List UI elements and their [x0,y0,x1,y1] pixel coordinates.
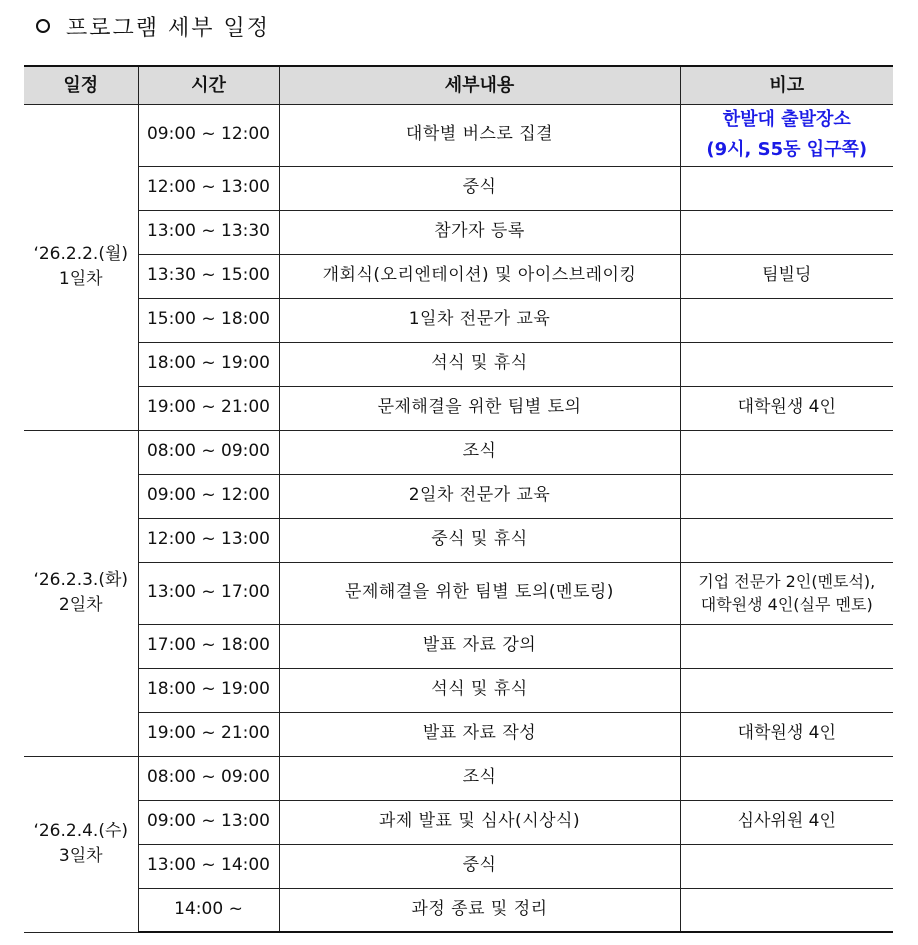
day-label: 2일차 [58,595,103,616]
schedule-row [24,624,893,668]
detail-cell: 중식 [279,844,680,888]
note-cell [680,800,893,844]
detail-cell: 문제해결을 위한 팀별 토의 [279,386,680,430]
header-row [24,66,893,104]
time-cell: 14:00 ~ [138,888,279,932]
schedule-row [24,844,893,888]
time-cell: 15:00 ~ 18:00 [138,298,279,342]
note-cell [680,104,893,166]
time-cell: 13:00 ~ 17:00 [138,562,279,624]
day-cell [24,430,138,756]
time-cell: 19:00 ~ 21:00 [138,712,279,756]
time-cell: 08:00 ~ 09:00 [138,756,279,800]
schedule-row [24,342,893,386]
schedule-row [24,298,893,342]
day-date: ‘26.2.4.(수) [33,820,129,841]
schedule-row [24,430,893,474]
detail-cell: 석식 및 휴식 [279,342,680,386]
note-cell [680,844,893,888]
detail-cell: 석식 및 휴식 [279,668,680,712]
time-cell: 09:00 ~ 12:00 [138,104,279,166]
detail-cell: 발표 자료 강의 [279,624,680,668]
detail-cell: 2일차 전문가 교육 [279,474,680,518]
time-cell: 18:00 ~ 19:00 [138,342,279,386]
note-line: 대학원생 4인(실무 멘토) [700,595,873,615]
note-cell [680,430,893,474]
schedule-row [24,668,893,712]
schedule-row [24,800,893,844]
time-cell: 19:00 ~ 21:00 [138,386,279,430]
time-cell: 17:00 ~ 18:00 [138,624,279,668]
time-cell: 09:00 ~ 13:00 [138,800,279,844]
schedule-row [24,386,893,430]
detail-cell: 과제 발표 및 심사(시상식) [279,800,680,844]
day-date: ‘26.2.2.(월) [33,243,129,264]
detail-cell: 대학별 버스로 집결 [279,104,680,166]
hollow-circle-bullet-icon [36,19,50,33]
time-cell: 13:00 ~ 13:30 [138,210,279,254]
note-cell [680,166,893,210]
schedule-row [24,562,893,624]
day-date: ‘26.2.3.(화) [33,569,129,590]
note-cell [680,298,893,342]
note-cell [680,518,893,562]
schedule-row [24,518,893,562]
section-heading [36,8,270,44]
note-line: 팀빌딩 [762,265,812,286]
note-cell [680,756,893,800]
detail-cell: 과정 종료 및 정리 [279,888,680,932]
detail-cell: 문제해결을 위한 팀별 토의(멘토링) [279,562,680,624]
note-cell [680,474,893,518]
time-cell: 13:00 ~ 14:00 [138,844,279,888]
note-cell [680,342,893,386]
time-cell: 13:30 ~ 15:00 [138,254,279,298]
day-cell [24,104,138,430]
note-line: 대학원생 4인 [737,397,836,418]
detail-cell: 조식 [279,756,680,800]
schedule-row [24,254,893,298]
schedule-row [24,712,893,756]
note-cell [680,624,893,668]
note-line: 한발대 출발장소 [722,108,851,130]
note-cell [680,386,893,430]
time-cell: 12:00 ~ 13:00 [138,166,279,210]
schedule-row [24,474,893,518]
schedule-body [24,104,893,932]
note-cell [680,712,893,756]
note-line: 심사위원 4인 [737,811,836,832]
schedule-row [24,210,893,254]
day-cell [24,756,138,932]
detail-cell: 중식 [279,166,680,210]
detail-cell: 발표 자료 작성 [279,712,680,756]
schedule-row [24,888,893,932]
detail-cell: 개회식(오리엔테이션) 및 아이스브레이킹 [279,254,680,298]
detail-cell: 참가자 등록 [279,210,680,254]
header-note: 비고 [680,66,893,104]
schedule-table [24,65,893,933]
header-time: 시간 [138,66,279,104]
time-cell: 09:00 ~ 12:00 [138,474,279,518]
note-cell [680,210,893,254]
note-line: 대학원생 4인 [737,723,836,744]
note-cell [680,562,893,624]
day-label: 1일차 [58,269,103,290]
time-cell: 08:00 ~ 09:00 [138,430,279,474]
note-cell [680,254,893,298]
time-cell: 12:00 ~ 13:00 [138,518,279,562]
schedule-row [24,104,893,166]
schedule-row [24,166,893,210]
time-cell: 18:00 ~ 19:00 [138,668,279,712]
detail-cell: 1일차 전문가 교육 [279,298,680,342]
header-detail: 세부내용 [279,66,680,104]
detail-cell: 중식 및 휴식 [279,518,680,562]
heading-text: 프로그램 세부 일정 [66,15,271,41]
detail-cell: 조식 [279,430,680,474]
day-label: 3일차 [58,846,103,867]
schedule-row [24,756,893,800]
note-cell [680,888,893,932]
note-line: (9시, S5동 입구쪽) [706,139,868,161]
header-date: 일정 [24,66,138,104]
note-cell [680,668,893,712]
note-line: 기업 전문가 2인(멘토석), [698,572,876,591]
